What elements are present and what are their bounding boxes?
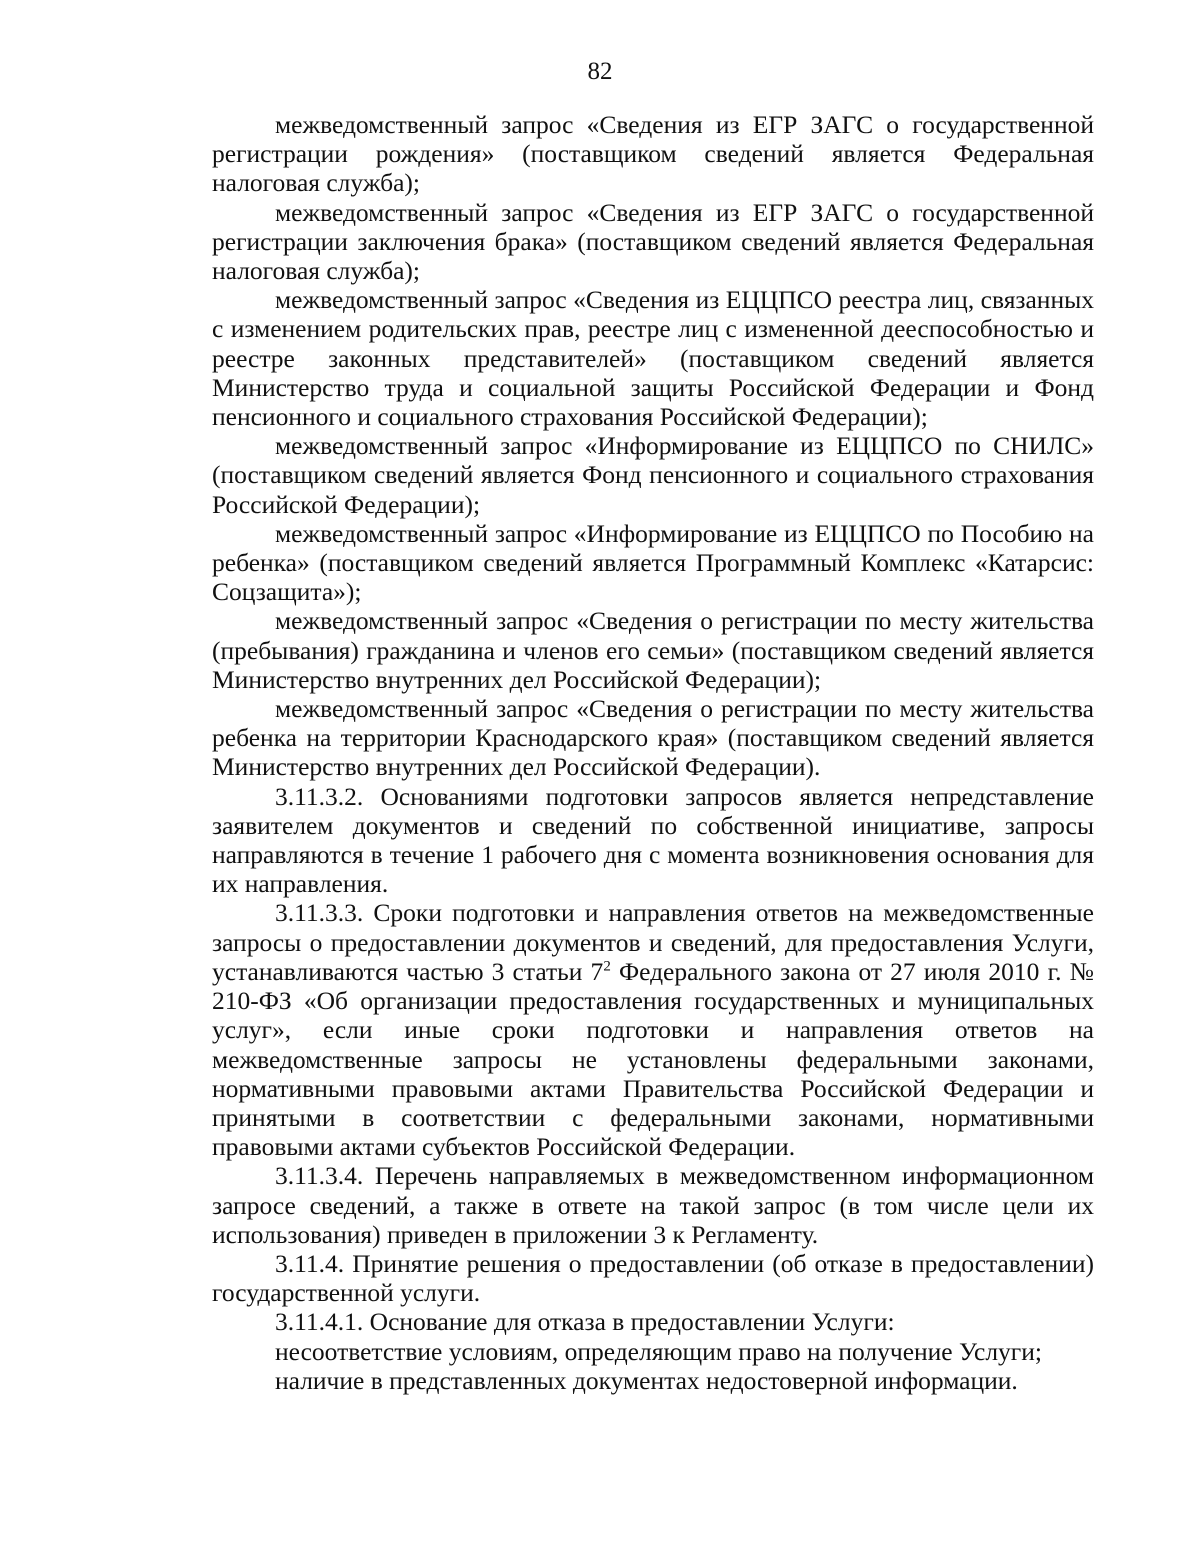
- list-item: наличие в представленных документах недостоверной информации.: [275, 1365, 1018, 1395]
- paragraph-3-11-4: 3.11.4. Принятие решения о предоставлении (об отказе в предоставлении) государственной услуги.: [212, 1248, 1094, 1308]
- paragraph: межведомственный запрос «Информирование из ЕЦЦПСО по Пособию на ребенка» (поставщиком сведений является Программный Комплекс «Катарсис: Соцзащита»);: [212, 518, 1094, 607]
- paragraph: межведомственный запрос «Сведения о регистрации по месту жительства (пребывания) гражданина и членов его семьи» (поставщиком сведений является Министерство внутренних дел Российской Федерации);: [212, 606, 1094, 694]
- paragraph-text-after-superscript: Федерального закона от 27 июля 2010 г. № 210-ФЗ «Об организации предоставления государственных и муниципальных услуг», если иные сроки подготовки и направления ответов на межведомственные запросы не установлены федеральными законами, нормативными правовыми актами Правительства Российской Федерации и принятыми в соответствии с федеральными законами, нормативными правовыми актами субъектов Российской Федерации.: [212, 956, 1094, 1162]
- page-number: 82: [587, 58, 613, 85]
- article-superscript: 2: [603, 958, 611, 975]
- paragraph: межведомственный запрос «Информирование из ЕЦЦПСО по СНИЛС» (поставщиком сведений является Фонд пенсионного и социального страхования Российской Федерации);: [212, 431, 1094, 519]
- paragraph: межведомственный запрос «Сведения из ЕГР ЗАГС о государственной регистрации заключения брака» (поставщиком сведений является Федеральная налоговая служба);: [212, 197, 1094, 286]
- paragraph-3-11-3-3: [212, 898, 1094, 1161]
- paragraph-3-11-3-2: 3.11.3.2. Основаниями подготовки запросов является непредставление заявителем документов и сведений по собственной инициативе, запросы направляются в течение 1 рабочего дня с момента возникновения основания для их направления.: [212, 781, 1094, 899]
- document-body: [212, 110, 1094, 1395]
- paragraph-3-11-4-1: 3.11.4.1. Основание для отказа в предоставлении Услуги:: [275, 1307, 895, 1337]
- paragraph: межведомственный запрос «Сведения из ЕЦЦПСО реестра лиц, связанных с изменением родительских прав, реестре лиц с измененной дееспособностью и реестре законных представителей» (поставщиком сведений является Министерство труда и социальной защиты Российской Федерации и Фонд пенсионного и социального страхования Российской Федерации);: [212, 285, 1094, 432]
- paragraph-text-before-superscript: 3.11.3.3. Сроки подготовки и направления ответов на межведомственные запросы о предоставлении документов и сведений, для предоставления Услуги, устанавливаются частью 3 статьи 7: [212, 898, 1094, 986]
- paragraph: межведомственный запрос «Сведения из ЕГР ЗАГС о государственной регистрации рождения» (поставщиком сведений является Федеральная налоговая служба);: [212, 110, 1094, 198]
- paragraph-3-11-3-4: 3.11.3.4. Перечень направляемых в межведомственном информационном запросе сведений, а также в ответе на такой запрос (в том числе цели их использования) приведен в приложении 3 к Регламенту.: [212, 1161, 1094, 1249]
- paragraph: межведомственный запрос «Сведения о регистрации по месту жительства ребенка на территории Краснодарского края» (поставщиком сведений является Министерство внутренних дел Российской Федерации).: [212, 694, 1094, 782]
- list-item: несоответствие условиям, определяющим право на получение Услуги;: [275, 1336, 1042, 1366]
